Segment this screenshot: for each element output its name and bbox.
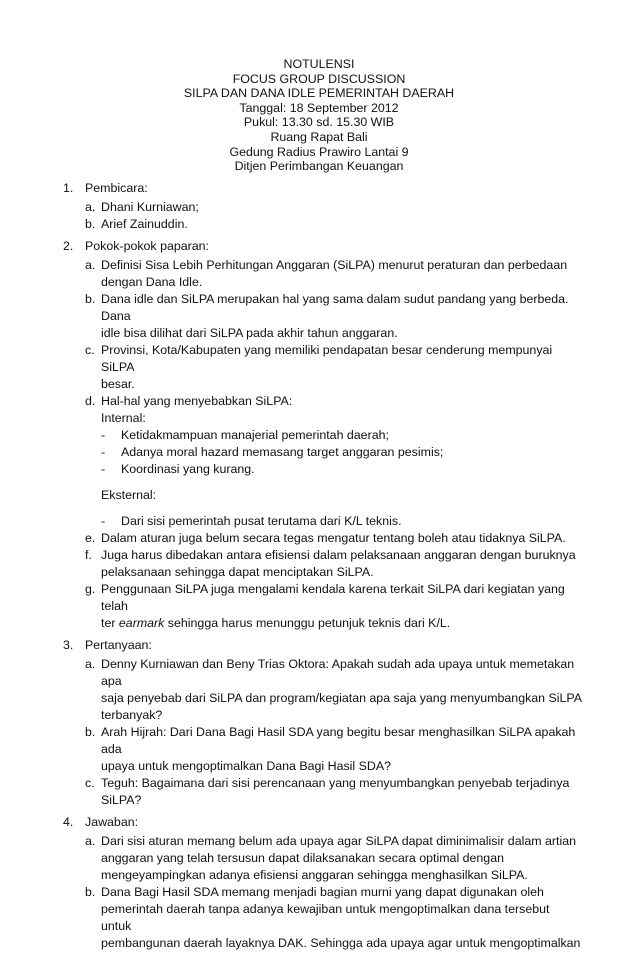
item-line: Penggunaan SiLPA juga mengalami kendala karena terkait SiLPA dari kegiatan yang telah bbox=[101, 582, 565, 613]
doc-subtitle: FOCUS GROUP DISCUSSION bbox=[232, 71, 406, 86]
item-line: idle bisa dilihat dari SiLPA pada akhir tahun anggaran. bbox=[101, 326, 398, 340]
item-letter: a. bbox=[85, 258, 96, 272]
dash-mark: - bbox=[101, 428, 106, 442]
list-item bbox=[85, 216, 583, 233]
section-title: Pertanyaan: bbox=[85, 638, 152, 652]
doc-room: Ruang Rapat Bali bbox=[270, 129, 368, 144]
item-line bbox=[101, 615, 583, 632]
item-line: Hal-hal yang menyebabkan SiLPA: bbox=[101, 394, 293, 408]
item-letter: c. bbox=[85, 343, 95, 357]
text-fragment: sehingga harus menunggu petunjuk teknis dari K/L. bbox=[164, 616, 451, 630]
list-item bbox=[85, 291, 583, 342]
item-text: Dhani Kurniawan; bbox=[101, 200, 199, 214]
item-line: Dana idle dan SiLPA merupakan hal yang sama dalam sudut pandang yang berbeda. Dana bbox=[101, 292, 569, 323]
dash-text: Koordinasi yang kurang. bbox=[121, 462, 255, 476]
dash-mark: - bbox=[101, 462, 106, 476]
item-line: mengeyampingkan adanya efisiensi anggaran sehingga menghasilkan SiLPA. bbox=[101, 868, 528, 882]
list-item bbox=[85, 581, 583, 632]
dash-mark: - bbox=[101, 514, 106, 528]
doc-date: Tanggal: 18 September 2012 bbox=[239, 100, 399, 115]
item-line: SiLPA? bbox=[101, 793, 142, 807]
item-line: pelaksanaan sehingga dapat menciptakan SiLPA. bbox=[101, 565, 374, 579]
dash-mark: - bbox=[101, 445, 106, 459]
item-line: Teguh: Bagaimana dari sisi perencanaan yang menyumbangkan penyebab terjadinya bbox=[101, 776, 570, 790]
dash-text: Ketidakmampuan manajerial pemerintah daerah; bbox=[121, 428, 389, 442]
item-letter: b. bbox=[85, 885, 96, 899]
item-letter: c. bbox=[85, 776, 95, 790]
internal-label: Internal: bbox=[101, 411, 146, 425]
section-number: 4. bbox=[63, 815, 74, 829]
item-line: besar. bbox=[101, 377, 135, 391]
list-item bbox=[85, 530, 583, 547]
section-number: 3. bbox=[63, 638, 74, 652]
section-pembicara bbox=[63, 180, 583, 233]
section-pertanyaan bbox=[63, 637, 583, 809]
item-letter: a. bbox=[85, 834, 96, 848]
item-line: pembangunan daerah layaknya DAK. Sehingga ada upaya agar untuk mengoptimalkan bbox=[101, 936, 581, 950]
item-line: Dana Bagi Hasil SDA memang menjadi bagian murni yang dapat digunakan oleh bbox=[101, 885, 544, 899]
item-line: dengan Dana Idle. bbox=[101, 275, 203, 289]
external-label: Eksternal: bbox=[101, 488, 157, 502]
italic-term: earmark bbox=[118, 616, 165, 630]
document-header bbox=[0, 57, 638, 174]
item-line: Arah Hijrah: Dari Dana Bagi Hasil SDA yang begitu besar menghasilkan SiLPA apakah ada bbox=[101, 725, 576, 756]
section-jawaban bbox=[63, 814, 583, 952]
list-item bbox=[85, 393, 583, 530]
item-line: anggaran yang telah tersusun dapat dilaksanakan secara optimal dengan bbox=[101, 851, 504, 865]
item-line: pemerintah daerah tanpa adanya kewajiban untuk mengoptimalkan dana tersebut untuk bbox=[101, 902, 550, 933]
dash-item bbox=[101, 461, 583, 478]
section-title: Pokok-pokok paparan: bbox=[85, 239, 209, 253]
list-item bbox=[85, 257, 583, 291]
text-fragment: ter bbox=[101, 616, 119, 630]
list-item bbox=[85, 342, 583, 393]
dash-text: Dari sisi pemerintah pusat terutama dari K/L teknis. bbox=[121, 514, 402, 528]
item-line: Provinsi, Kota/Kabupaten yang memiliki pendapatan besar cenderung mempunyai SiLPA bbox=[101, 343, 553, 374]
item-line: upaya untuk mengoptimalkan Dana Bagi Hasil SDA? bbox=[101, 759, 391, 773]
item-line: Juga harus dibedakan antara efisiensi dalam pelaksanaan anggaran dengan buruknya bbox=[101, 548, 576, 562]
item-letter: b. bbox=[85, 217, 96, 231]
item-letter: f. bbox=[85, 548, 92, 562]
section-number: 1. bbox=[63, 181, 74, 195]
list-item bbox=[85, 547, 583, 581]
item-letter: e. bbox=[85, 531, 96, 545]
item-line: Dalam aturan juga belum secara tegas mengatur tentang boleh atau tidaknya SiLPA. bbox=[101, 531, 566, 545]
list-item bbox=[85, 724, 583, 775]
section-number: 2. bbox=[63, 239, 74, 253]
list-item bbox=[85, 833, 583, 884]
dash-item bbox=[101, 427, 583, 444]
item-text: Arief Zainuddin. bbox=[101, 217, 188, 231]
section-title: Jawaban: bbox=[85, 815, 139, 829]
item-letter: a. bbox=[85, 200, 96, 214]
item-letter: b. bbox=[85, 292, 96, 306]
section-title: Pembicara: bbox=[85, 181, 148, 195]
dash-item bbox=[101, 444, 583, 461]
item-line: Dari sisi aturan memang belum ada upaya agar SiLPA dapat diminimalisir dalam artian bbox=[101, 834, 576, 848]
doc-building: Gedung Radius Prawiro Lantai 9 bbox=[229, 144, 409, 159]
item-letter: b. bbox=[85, 725, 96, 739]
item-letter: d. bbox=[85, 394, 96, 408]
document-body bbox=[63, 180, 583, 957]
section-pokok-paparan bbox=[63, 238, 583, 632]
list-item bbox=[85, 199, 583, 216]
dash-item bbox=[101, 513, 583, 530]
doc-time: Pukul: 13.30 sd. 15.30 WIB bbox=[243, 115, 395, 130]
doc-topic: SILPA DAN DANA IDLE PEMERINTAH DAERAH bbox=[183, 86, 455, 101]
item-line: Definisi Sisa Lebih Perhitungan Anggaran (SiLPA) menurut peraturan dan perbedaan bbox=[101, 258, 568, 272]
item-letter: g. bbox=[85, 582, 96, 596]
list-item bbox=[85, 656, 583, 724]
doc-title: NOTULENSI bbox=[283, 57, 355, 71]
item-line: Denny Kurniawan dan Beny Trias Oktora: Apakah sudah ada upaya untuk memetakan apa bbox=[101, 657, 575, 688]
list-item bbox=[85, 775, 583, 809]
item-line: saja penyebab dari SiLPA dan program/kegiatan apa saja yang menyumbangkan SiLPA bbox=[101, 691, 583, 705]
dash-text: Adanya moral hazard memasang target anggaran pesimis; bbox=[121, 445, 444, 459]
item-line: terbanyak? bbox=[101, 708, 163, 722]
item-letter: a. bbox=[85, 657, 96, 671]
doc-organization: Ditjen Perimbangan Keuangan bbox=[234, 159, 404, 174]
list-item bbox=[85, 884, 583, 952]
